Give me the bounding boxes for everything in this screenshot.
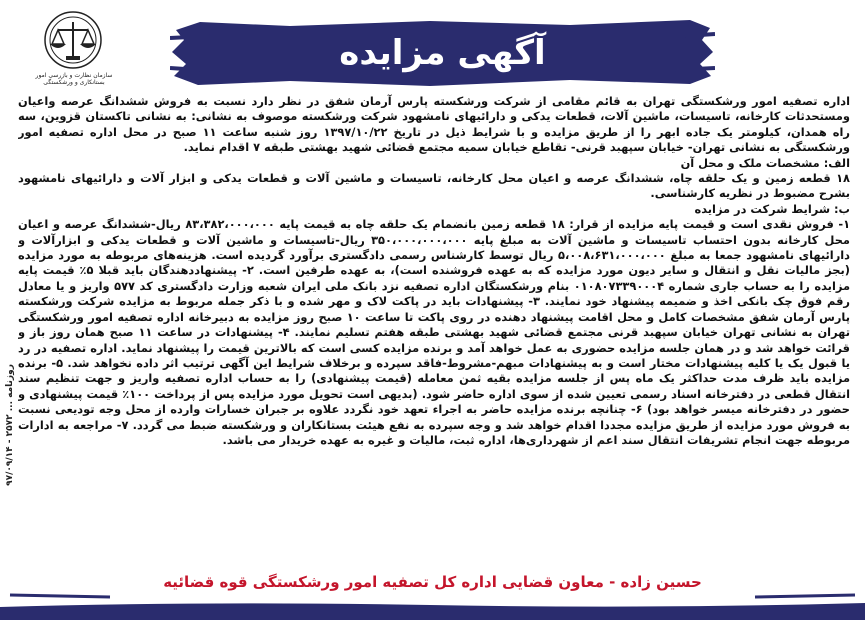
section-b-text: ۱- فروش نقدی است و قیمت پایه مزایده از قرار: ۱۸ قطعه زمین بانضمام یک حلقه چاه به قیمت پایه ۸۳،۳۸۲،۰۰۰،۰۰۰ ریال-ششدانگ عرصه و اعیان محل کارخانه بدون احتساب تاسیسات و ماشین آلات به مبلغ پایه ۳۵۰،۰۰۰،۰۰۰،۰۰۰ ریال-تاسیسات و ماشین آلات و قطعات یدکی و ابزارآلات و دارائیهای نامشهود جمعا به مبلغ ۵،۰۰۸،۶۳۱،۰۰۰،۰۰۰ ریال توسط کارشناس رسمی دادگستری برآورد گردیده است. هزینه‌های مربوطه به مورد مزایده (بجز مالیات نقل و انتقال و سایر دیون مورد مزایده که به عهده فروشنده است)، به عهده طرفین است. ۲- پیشنهاددهندگان باید قبلا ۵٪ قیمت پایه مزایده را به حساب جاری شماره ۰۱۰۸۰۷۳۳۹۰۰۰۴ بنام ورشکستگان اداره تصفیه نزد بانک ملی ایران شعبه وزارت دادگستری کد ۵۷۷ واریز و یا معادل رقم فوق چک بانکی اخذ و ضمیمه پیشنهاد خود نمایند. ۳- پیشنهادات باید در پاکت لاک و مهر شده و با ذکر جمله مربوط به مزایده شرکت ورشکسته پارس آرمان شفق مشخصات کامل و محل اقامت پیشنهاد دهنده در روی پاکت تا ساعت ۱۰ صبح روز مزایده به دبیرخانه اداره تصفیه امور ورشکستگی تهران به نشانی تهران خیابان سپهبد قرنی مجتمع قضائی شهید بهشتی طبقه هفتم تسلیم نمایند. ۴- پیشنهادات در ساعت ۱۱ صبح همان روز باز و قرائت خواهد شد و در همان جلسه مزایده حضوری به عمل خواهد آمد و برنده مزایده کسی است که بالاترین قیمت را پیشنهاد نماید. اداره تصفیه در رد یا قبول یک یا کلیه پیشنهادات مختار است و به پیشنهادات مبهم-مشروط-فاقد سپرده و برخلاف شرایط این آگهی ترتیب اثر داده نخواهد شد. ۵- برنده مزایده باید ظرف مدت حداکثر یک ماه پس از جلسه مزایده بقیه ثمن معامله (قیمت پیشنهادی) را به حساب اداره تصفیه واریز و جهت تنظیم سند انتقال قطعی در دفترخانه اسناد رسمی تعیین شده از سوی اداره حاضر شود. (بدیهی است تحویل مورد مزایده پس از پرداخت ۱۰۰٪ قیمت پیشنهادی و حضور در دفترخانه میسر خواهد بود) ۶- چنانچه برنده مزایده حاضر به اجراء تعهد خود نگردد علاوه بر جبران خسارات وارده از محل وجه تودیعی نسبت به فروش مورد مزایده از طریق مزایده مجددا اقدام خواهد شد و وجه سپرده به نفع هیئت بستانکاران و ورشکسته ضبط می گردد. ۷- مراجعه به ادارات مربوطه جهت انجام تشریفات انتقال سند اعم از شهرداری‌ها، اداره ثبت، مالیات و غیره به عهده خریدار می باشد.	[18, 217, 850, 447]
signature-line: حسین زاده - معاون قضایی اداره کل تصفیه امور ورشکستگی قوه قضائیه	[163, 573, 702, 591]
organization-name: اداره تصفیه امور ورشکستگی تهران	[642, 94, 850, 108]
title-banner	[170, 18, 715, 88]
notice-title: آگهی مزایده	[339, 33, 546, 73]
notice-body	[18, 94, 850, 566]
publication-text: روزنامه ... ۲۵۷۲ - ۹۷/۰۹/۱۴	[5, 364, 15, 486]
section-a-heading: الف: مشخصات ملک و محل آن	[680, 155, 850, 170]
intro-text: به قائم مقامی از شرکت ورشکسته پارس آرمان شفق در نظر دارد نسبت به فروش ششدانگ عرصه واعیان ومستحدثات کارخانه، تاسیسات، ماشین آلات، قطعات یدکی و دارائیهای نامشهود شرکت ورشکسته موصوف به نشانی: به نشانی تاکستان قزوین، سه راه همدان، کیلومتر یک جاده ابهر را از طریق مزایده و با شرایط ذیل در تاریخ ۱۳۹۷/۱۰/۲۲ روز شنبه ساعت ۱۱ صبح در محل اداره تصفیه امور ورشکستگی به نشانی تهران- خیابان سپهبد قرنی- تقاطع خیابان سمیه مجتمع قضائی شهید بهشتی طبقه ۷ اقدام نماید.	[18, 94, 850, 155]
section-b-heading: ب: شرایط شرکت در مزایده	[694, 201, 850, 216]
emblem-caption: سازمان نظارت و بازرسی امور بستانکاری و ورشکستگی	[35, 72, 113, 86]
publication-mark	[0, 250, 14, 620]
footer	[0, 567, 865, 620]
section-a-text: ۱۸ قطعه زمین و یک حلقه چاه، ششدانگ عرصه و اعیان محل کارخانه، تاسیسات و ماشین آلات و قطعات یدکی و ابزار آلات و دارائیهای نامشهود بشرح مضبوط در نظریه کارشناسی.	[18, 171, 850, 201]
intro-paragraph	[18, 94, 850, 156]
